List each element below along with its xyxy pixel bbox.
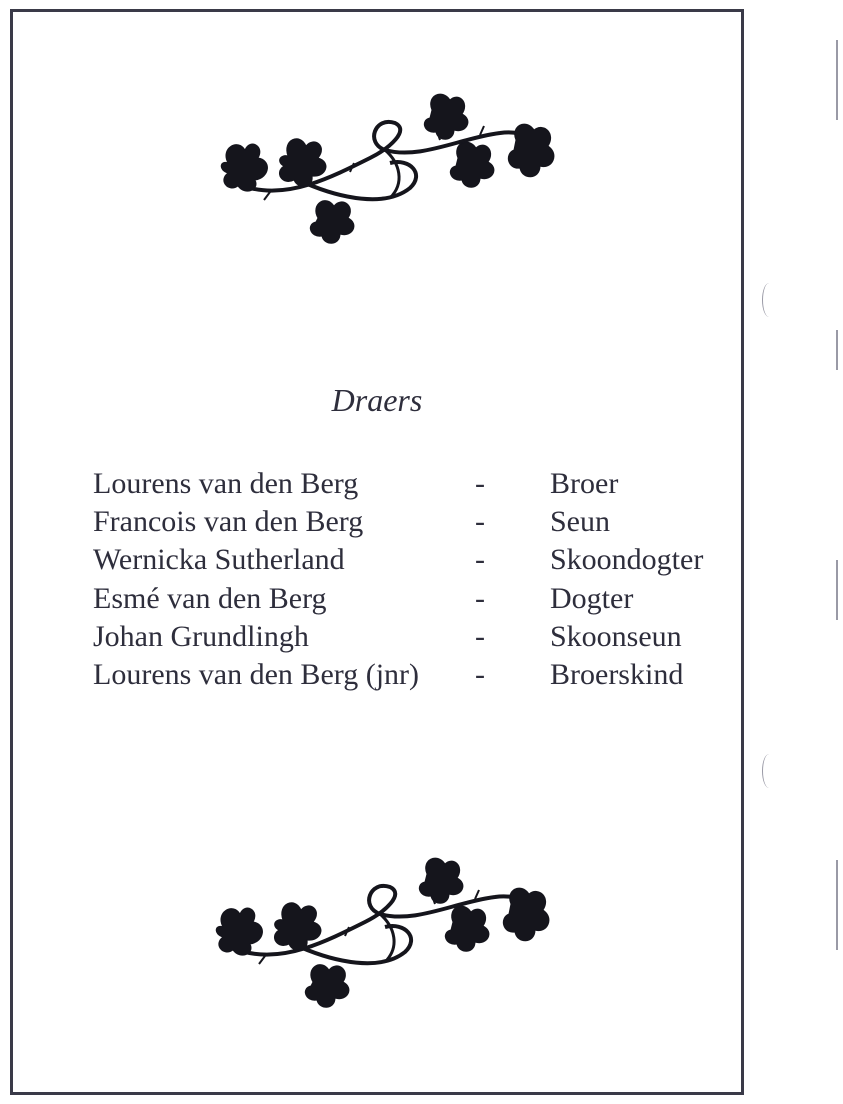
separator-dash: -: [475, 582, 485, 615]
separator-dash: -: [475, 543, 485, 576]
vine-leaf-icon: [216, 858, 549, 1007]
page-edge-mark: [836, 860, 838, 950]
binder-hole-mark: [762, 283, 776, 317]
separator-dash: -: [475, 467, 485, 500]
vine-ornament-top: [210, 88, 570, 248]
separator-dash: -: [475, 620, 485, 653]
binder-hole-mark: [762, 754, 776, 788]
separator-dash: -: [475, 658, 485, 691]
page-title: Draers: [331, 382, 423, 418]
page-edge-mark: [836, 330, 838, 370]
bearer-relation: Seun: [550, 505, 610, 538]
bearer-name: Wernicka Sutherland: [93, 543, 345, 576]
bearer-name: Francois van den Berg: [93, 505, 364, 538]
vine-ornament-bottom: [205, 852, 565, 1012]
bearer-relation: Broer: [550, 467, 619, 500]
bearer-relation: Dogter: [550, 582, 634, 615]
bearer-relation: Skoonseun: [550, 620, 682, 653]
bearer-name: Johan Grundlingh: [93, 620, 309, 653]
page-edge-mark: [836, 560, 838, 620]
bearer-relation: Broerskind: [550, 658, 684, 691]
bearer-name: Lourens van den Berg: [93, 467, 359, 500]
bearer-relation: Skoondogter: [550, 543, 704, 576]
bearer-name: Lourens van den Berg (jnr): [93, 658, 420, 691]
separator-dash: -: [475, 505, 485, 538]
vine-leaf-icon: [221, 94, 554, 243]
bearer-name: Esmé van den Berg: [93, 582, 327, 615]
page-edge-mark: [836, 40, 838, 120]
